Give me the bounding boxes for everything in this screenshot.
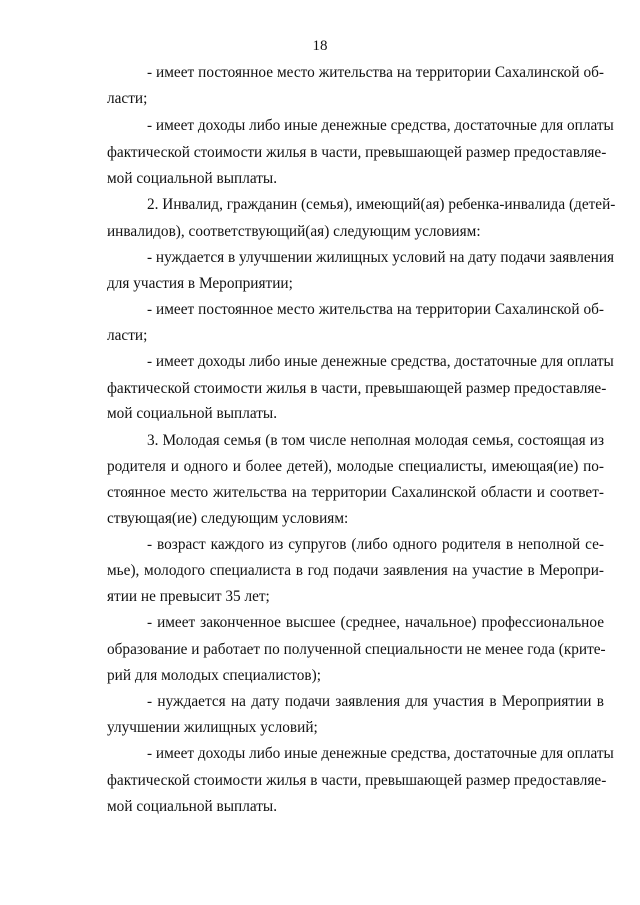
text-line: родителя и одного и более детей), молодые специалисты, имеющая(ие) по- [107, 458, 604, 475]
page-number: 18 [312, 38, 328, 54]
text-line: - нуждается на дату подачи заявления для участия в Мероприятии в [147, 693, 604, 710]
text-line: - возраст каждого из супругов (либо одного родителя в неполной се- [147, 536, 604, 553]
text-line: ласти; [107, 90, 148, 107]
text-line: мой социальной выплаты. [107, 405, 278, 422]
text-line: - имеет доходы либо иные денежные средства, достаточные для оплаты [147, 745, 614, 762]
text-line: образование и работает по полученной специальности не менее года (крите- [107, 641, 606, 658]
text-line: - имеет постоянное место жительства на территории Сахалинской об- [147, 64, 604, 81]
text-line: стоянное место жительства на территории Сахалинской области и соответ- [107, 484, 604, 501]
text-line: ятии не превысит 35 лет; [107, 588, 270, 605]
text-line: мой социальной выплаты. [107, 170, 278, 187]
text-line: фактической стоимости жилья в части, превышающей размер предоставляе- [107, 772, 607, 789]
text-line: мой социальной выплаты. [107, 798, 278, 815]
text-line: ласти; [107, 327, 148, 344]
text-line: мье), молодого специалиста в год подачи заявления на участие в Меропри- [107, 562, 604, 579]
text-line: ствующая(ие) следующим условиям: [107, 510, 349, 527]
text-line: фактической стоимости жилья в части, превышающей размер предоставляе- [107, 380, 607, 397]
text-line: рий для молодых специалистов); [107, 667, 321, 684]
text-line: улучшении жилищных условий; [107, 719, 318, 736]
text-line: - имеет доходы либо иные денежные средства, достаточные для оплаты [147, 353, 614, 370]
text-line: для участия в Мероприятии; [107, 275, 293, 292]
text-line: 3. Молодая семья (в том числе неполная молодая семья, состоящая из [147, 432, 604, 449]
text-line: - имеет доходы либо иные денежные средства, достаточные для оплаты [147, 117, 614, 134]
text-line: - нуждается в улучшении жилищных условий на дату подачи заявления [147, 249, 615, 266]
text-line: инвалидов), соответствующий(ая) следующим условиям: [107, 223, 481, 240]
text-line: - имеет законченное высшее (среднее, начальное) профессиональное [147, 614, 604, 631]
text-line: фактической стоимости жилья в части, превышающей размер предоставляе- [107, 144, 607, 161]
text-line: 2. Инвалид, гражданин (семья), имеющий(ая) ребенка-инвалида (детей- [147, 196, 616, 213]
text-line: - имеет постоянное место жительства на территории Сахалинской об- [147, 301, 604, 318]
